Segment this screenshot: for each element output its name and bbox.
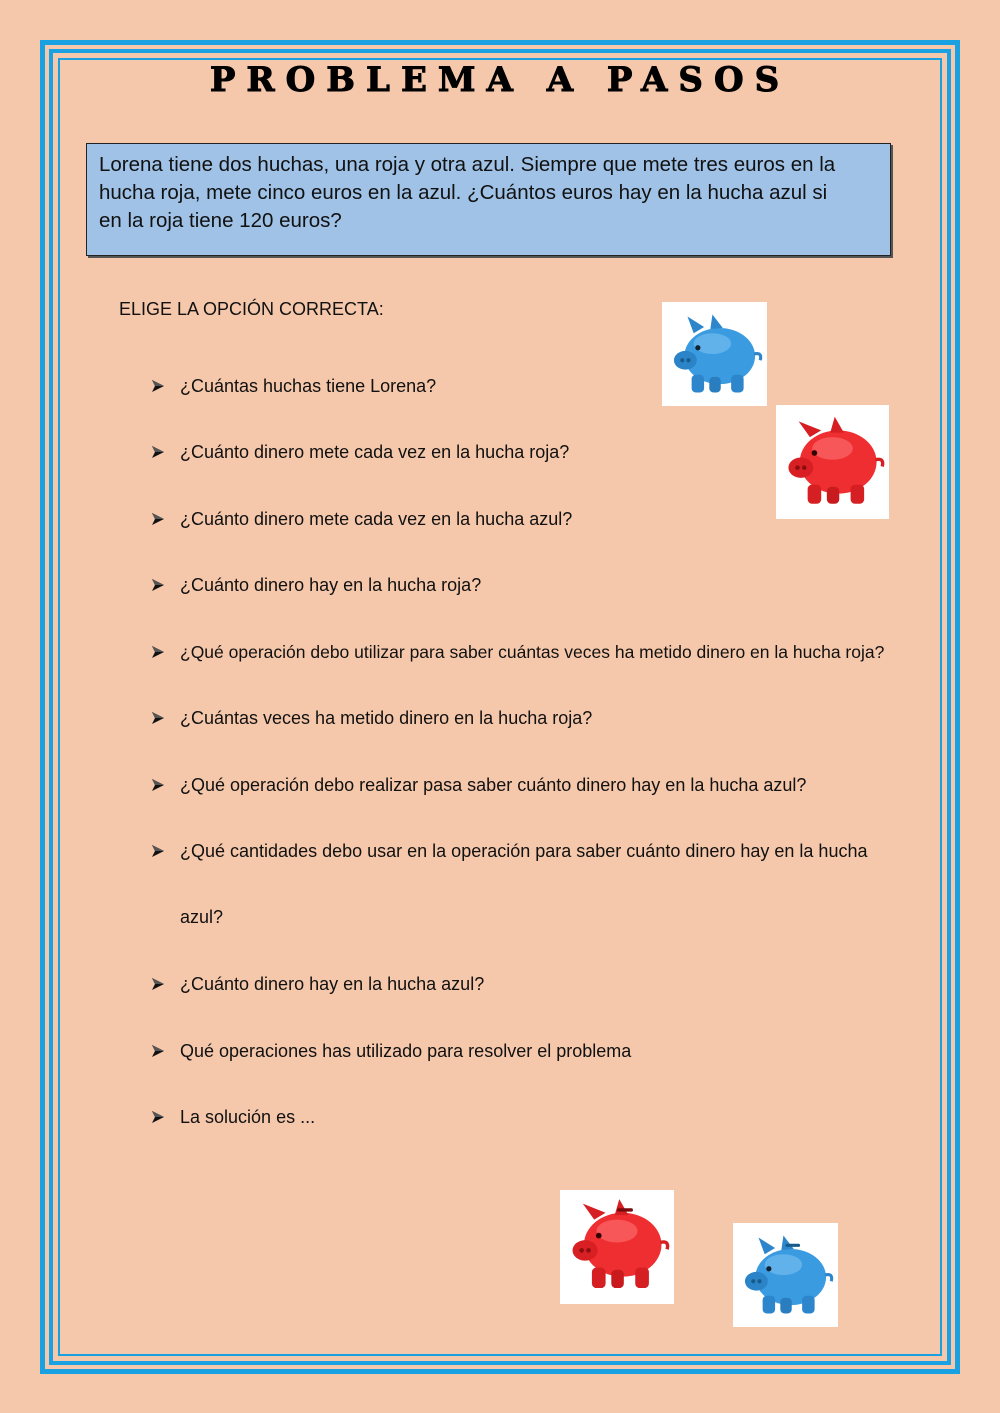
- arrow-bullet-icon: [150, 708, 166, 728]
- instruction-text: ELIGE LA OPCIÓN CORRECTA:: [119, 299, 384, 319]
- problem-statement-box: [86, 143, 891, 256]
- arrow-bullet-icon: [150, 575, 166, 595]
- red-piggy-bank-icon: [776, 405, 889, 519]
- arrow-bullet-icon: [150, 1041, 166, 1061]
- question-text: ¿Cuántas huchas tiene Lorena?: [180, 376, 437, 396]
- red-piggy-bank-image: [776, 405, 889, 519]
- question-text: Qué operaciones has utilizado para resolver el problema: [180, 1041, 632, 1061]
- red-piggy-bank-icon: [560, 1190, 674, 1304]
- arrow-bullet-icon: [150, 509, 166, 529]
- arrow-bullet-icon: [150, 775, 166, 795]
- red-piggy-bank-image: [560, 1190, 674, 1304]
- arrow-bullet-icon: [150, 1107, 166, 1127]
- question-text: ¿Qué operación debo utilizar para saber cuántas veces ha metido dinero en la hucha roja?: [180, 642, 885, 662]
- question-text: ¿Qué operación debo realizar pasa saber cuánto dinero hay en la hucha azul?: [180, 775, 807, 795]
- arrow-bullet-icon: [150, 442, 166, 462]
- problem-line: en la roja tiene 120 euros?: [99, 209, 342, 232]
- question-text: ¿Cuánto dinero mete cada vez en la hucha azul?: [180, 509, 573, 529]
- question-text: ¿Cuánto dinero hay en la hucha azul?: [180, 974, 485, 994]
- question-text: ¿Qué cantidades debo usar en la operación para saber cuánto dinero hay en la hucha: [180, 841, 868, 861]
- question-text: ¿Cuántas veces ha metido dinero en la hucha roja?: [180, 708, 593, 728]
- blue-piggy-bank-icon: [733, 1223, 838, 1327]
- page-title: PROBLEMA A PASOS: [209, 60, 791, 100]
- blue-piggy-bank-icon: [662, 302, 767, 406]
- blue-piggy-bank-image: [662, 302, 767, 406]
- question-text: ¿Cuánto dinero hay en la hucha roja?: [180, 575, 482, 595]
- arrow-bullet-icon: [150, 642, 166, 662]
- question-text: La solución es ...: [180, 1107, 316, 1127]
- question-text-continued: azul?: [180, 907, 224, 927]
- arrow-bullet-icon: [150, 974, 166, 994]
- blue-piggy-bank-image: [733, 1223, 838, 1327]
- arrow-bullet-icon: [150, 841, 166, 861]
- arrow-bullet-icon: [150, 376, 166, 396]
- question-text: ¿Cuánto dinero mete cada vez en la hucha roja?: [180, 442, 570, 462]
- problem-line: Lorena tiene dos huchas, una roja y otra azul. Siempre que mete tres euros en la: [99, 153, 836, 176]
- problem-line: hucha roja, mete cinco euros en la azul. ¿Cuántos euros hay en la hucha azul si: [99, 181, 828, 204]
